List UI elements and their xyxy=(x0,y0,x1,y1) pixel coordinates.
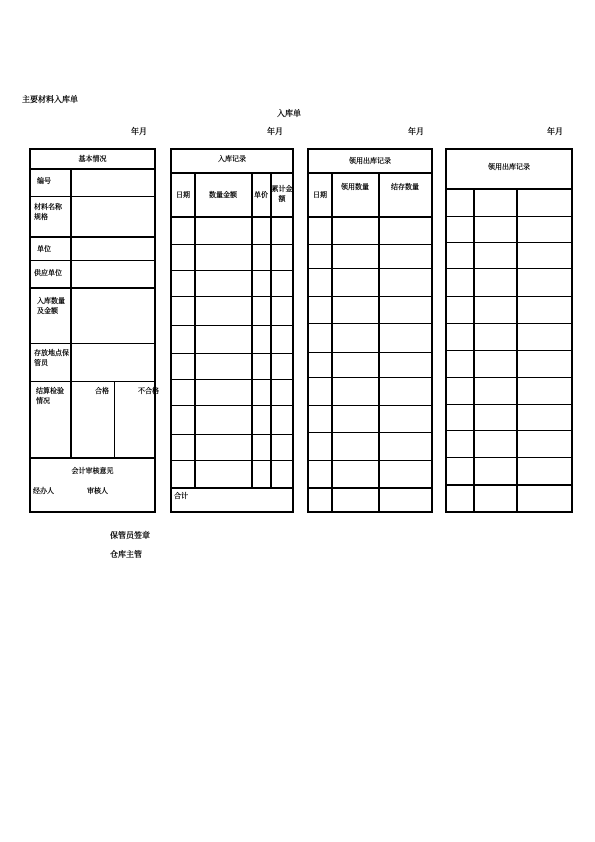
total-label: 合计 xyxy=(174,492,188,500)
issue-panel xyxy=(307,148,433,513)
warehouse-manager-label: 仓库主管 xyxy=(110,550,142,559)
issue-col-date: 日期 xyxy=(313,191,327,199)
basic-info-panel xyxy=(29,148,159,513)
issue-col-balance: 结存数量 xyxy=(391,183,419,191)
date-label-1: 年月 xyxy=(131,127,147,136)
center-title: 入库单 xyxy=(277,109,301,118)
row-label-number: 编号 xyxy=(37,177,51,185)
date-label-2: 年月 xyxy=(267,127,283,136)
col-unit-price: 单价 xyxy=(254,191,268,199)
qualified-label: 合格 xyxy=(95,387,109,395)
row-label-quantity: 入库数量及金额 xyxy=(37,297,65,315)
col-quantity-amount: 数量金额 xyxy=(209,191,237,199)
form-title: 主要材料入库单 xyxy=(22,95,78,104)
row-label-inspection: 结算检验情况 xyxy=(36,387,64,405)
date-label-4: 年月 xyxy=(547,127,563,136)
row-label-storage: 存放地点保管员 xyxy=(34,349,69,367)
stock-in-title: 入库记录 xyxy=(218,155,246,163)
issue-title: 领用出库记录 xyxy=(349,157,391,165)
row-label-material: 材料名称规格 xyxy=(34,203,62,221)
issue2-title: 领用出库记录 xyxy=(488,163,530,171)
audit-reviewer: 审核人 xyxy=(87,487,108,495)
issue-col-quantity: 领用数量 xyxy=(341,183,369,191)
unqualified-label: 不合格 xyxy=(138,387,159,395)
basic-info-title: 基本情况 xyxy=(78,155,107,163)
keeper-signature-label: 保管员签章 xyxy=(110,531,150,540)
audit-handler: 经办人 xyxy=(33,487,54,495)
col-date: 日期 xyxy=(176,191,190,199)
audit-title: 会计审核意见 xyxy=(71,467,114,475)
row-label-supplier: 供应单位 xyxy=(34,269,62,277)
col-cumulative: 累计金额 xyxy=(271,185,293,203)
stock-in-panel xyxy=(170,148,294,513)
issue-panel-2 xyxy=(445,148,573,513)
row-label-unit: 单位 xyxy=(37,245,51,253)
date-label-3: 年月 xyxy=(408,127,424,136)
